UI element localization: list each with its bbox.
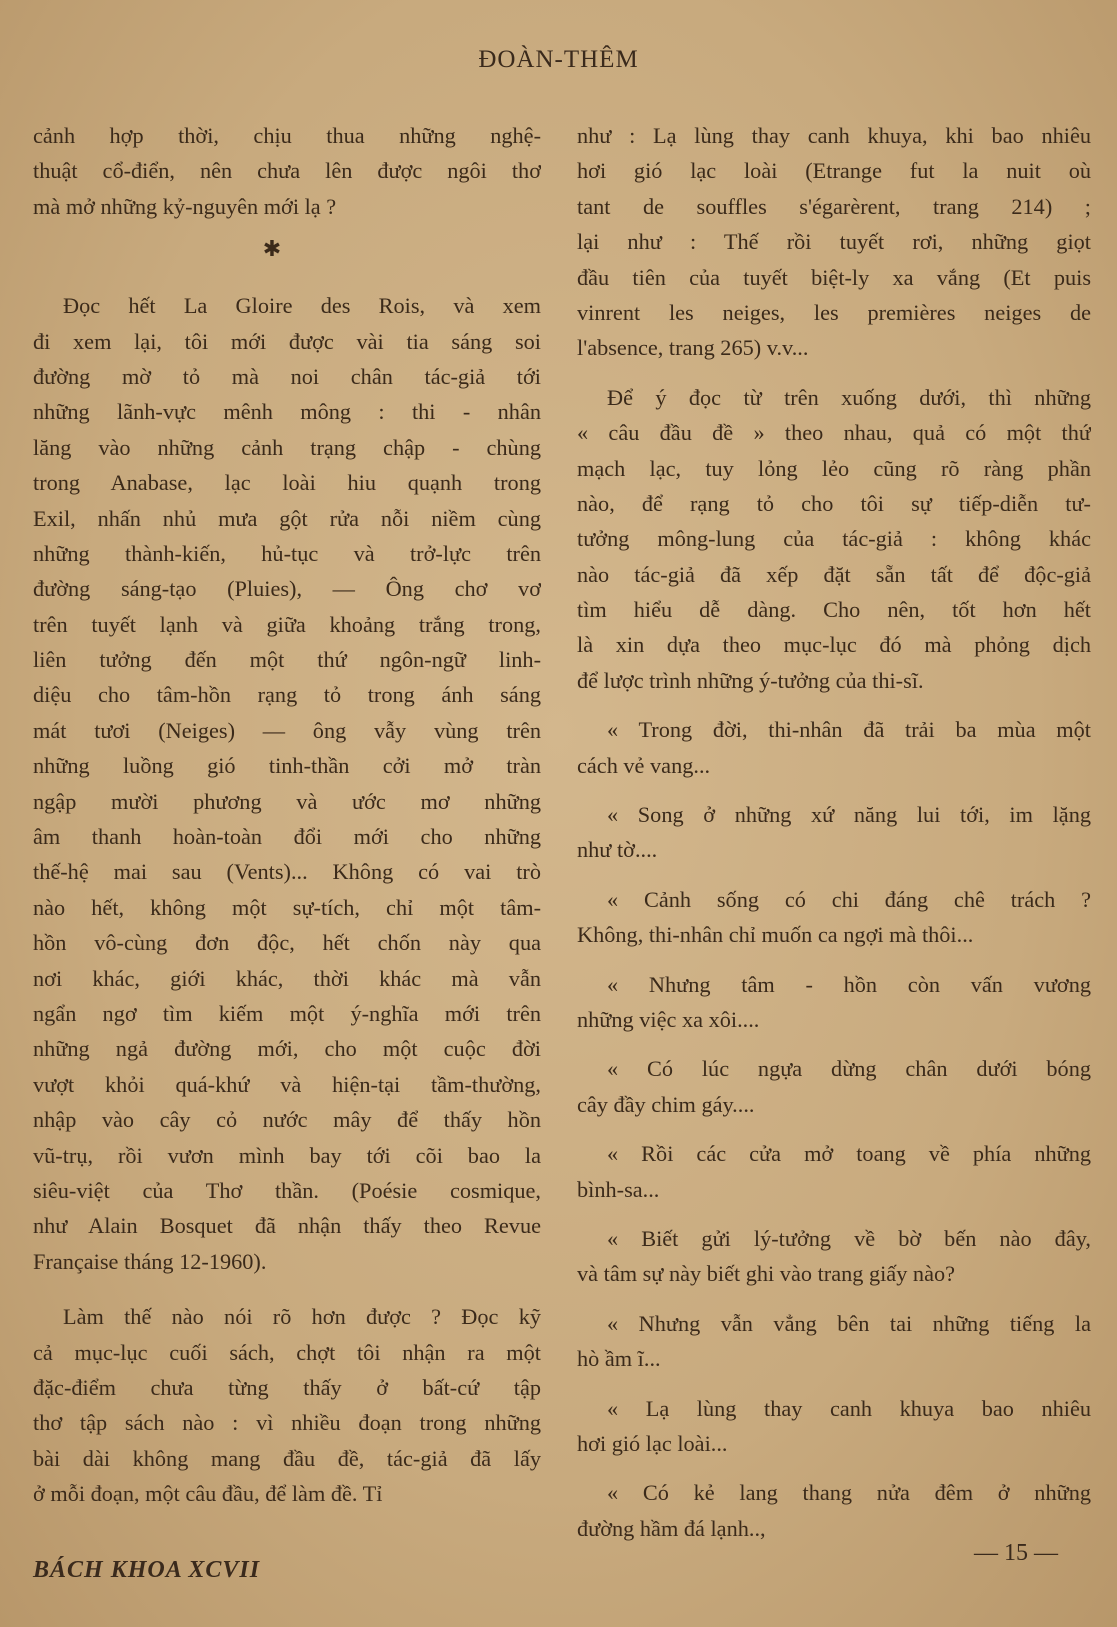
text-line: đường sáng-tạo (Pluies), — Ông chơ vơ <box>33 576 541 602</box>
text-line: Exil, nhấn nhủ mưa gột rửa nỗi niềm cùng <box>33 505 541 531</box>
right-column <box>577 118 1091 1546</box>
text-line: như : Lạ lùng thay canh khuya, khi bao nhiêu <box>577 123 1091 148</box>
text-line: Để ý đọc từ trên xuống dưới, thì những <box>607 384 1091 410</box>
text-line: để lược trình những ý-tưởng của thi-sĩ. <box>577 667 924 693</box>
text-line: lại như : Thế rồi tuyết rơi, những giọt <box>577 229 1091 255</box>
text-line: « Rồi các cửa mở toang về phía những <box>607 1141 1091 1167</box>
text-line: ngẩn ngơ tìm kiếm một ý-nghĩa mới trên <box>33 1000 541 1026</box>
quote-paragraph <box>577 1391 1091 1462</box>
text-line: những luồng gió tinh-thần cởi mở tràn <box>33 753 541 779</box>
text-line: Làm thế nào nói rõ hơn được ? Đọc kỹ <box>63 1304 541 1330</box>
text-line: hơi gió lạc loài... <box>577 1430 728 1456</box>
text-line: siêu-việt của Thơ thần. (Poésie cosmique, <box>33 1177 541 1203</box>
text-line: l'absence, trang 265) v.v... <box>577 335 809 361</box>
text-line: bài dài không mang đầu đề, tác-giả đã lấy <box>33 1445 541 1471</box>
text-line: « Biết gửi lý-tưởng về bờ bến nào đây, <box>607 1225 1091 1251</box>
text-line: đường hầm đá lạnh.., <box>577 1515 766 1541</box>
text-line: những lãnh-vực mênh mông : thi - nhân <box>33 399 541 425</box>
text-line: hơi gió lạc loài (Etrange fut la nuit où <box>577 158 1091 184</box>
paragraph <box>33 288 541 1279</box>
text-line: « câu đầu đề » theo nhau, quả có một thứ <box>577 420 1091 446</box>
text-line: đi xem lại, tôi mới được vài tia sáng soi <box>33 328 541 354</box>
page-number: — 15 — <box>974 1540 1058 1566</box>
left-column <box>33 118 541 1511</box>
text-line: như tờ.... <box>577 837 658 863</box>
text-line: « Trong đời, thi-nhân đã trải ba mùa một <box>607 717 1091 743</box>
text-line: mát tươi (Neiges) — ông vẫy vùng trên <box>33 717 541 743</box>
text-line: cây đầy chim gáy.... <box>577 1091 755 1117</box>
text-line: thuật cổ-điển, nên chưa lên được ngôi thơ <box>33 158 541 184</box>
quote-paragraph <box>577 1475 1091 1546</box>
text-line: tưởng mông-lung của tác-giả : không khác <box>577 526 1091 552</box>
paragraph <box>33 118 541 224</box>
text-line: ở mỗi đoạn, một câu đầu, để làm đề. Tỉ <box>33 1481 383 1507</box>
text-line: « Có kẻ lang thang nửa đêm ở những <box>607 1480 1091 1506</box>
text-line: mà mở những kỷ-nguyên mới lạ ? <box>33 193 337 219</box>
text-line: trên tuyết lạnh và giữa khoảng trắng trong, <box>33 611 541 637</box>
text-line: như Alain Bosquet đã nhận thấy theo Revue <box>33 1213 541 1239</box>
text-line: « Có lúc ngựa dừng chân dưới bóng <box>607 1056 1091 1082</box>
text-line: nhập vào cây cỏ nước mây để thấy hồn <box>33 1107 541 1133</box>
text-line: bình-sa... <box>577 1176 660 1202</box>
text-line: đặc-điểm chưa từng thấy ở bất-cứ tập <box>33 1374 541 1400</box>
text-line: Không, thi-nhân chỉ muốn ca ngợi mà thôi... <box>577 922 974 948</box>
text-line: diệu cho tâm-hồn rạng tỏ trong ánh sáng <box>33 682 541 708</box>
quote-paragraph <box>577 967 1091 1038</box>
quote-paragraph <box>577 712 1091 783</box>
text-line: trong Anabase, lạc loài hiu quạnh trong <box>33 470 541 496</box>
text-line: những việc xa xôi.... <box>577 1006 760 1032</box>
magazine-footer: BÁCH KHOA XCVII <box>33 1557 261 1583</box>
text-line: âm thanh hoàn-toàn đổi mới cho những <box>33 824 541 850</box>
text-line: « Nhưng tâm - hồn còn vấn vương <box>607 971 1091 997</box>
text-line: cả mục-lục cuối sách, chợt tôi nhận ra một <box>33 1339 541 1365</box>
text-line: Đọc hết La Gloire des Rois, và xem <box>63 293 541 319</box>
paragraph <box>577 380 1091 699</box>
text-line: nơi khác, giới khác, thời khác mà vẫn <box>33 965 541 991</box>
quote-paragraph <box>577 797 1091 868</box>
text-line: thế-hệ mai sau (Vents)... Không có vai trò <box>33 859 541 885</box>
section-separator: ✱ <box>262 236 282 262</box>
text-line: tìm hiểu dễ dàng. Cho nên, tốt hơn hết <box>577 597 1091 623</box>
text-line: « Lạ lùng thay canh khuya bao nhiêu <box>607 1395 1091 1421</box>
text-line: vũ-trụ, rồi vươn mình bay tới cõi bao la <box>33 1142 541 1168</box>
text-line: những thành-kiến, hủ-tục và trở-lực trên <box>33 540 541 566</box>
text-line: « Song ở những xứ năng lui tới, im lặng <box>607 802 1091 828</box>
text-line: hò ầm ĩ... <box>577 1346 661 1372</box>
running-header: ĐOÀN-THÊM <box>478 46 639 73</box>
text-line: thơ tập sách nào : vì nhiều đoạn trong những <box>33 1410 541 1436</box>
text-line: lăng vào những cảnh trạng chập - chùng <box>33 434 541 460</box>
text-line: nào tác-giả đã xếp đặt sẵn tất để độc-giả <box>577 561 1091 587</box>
quote-paragraph <box>577 1306 1091 1377</box>
quote-paragraph <box>577 1051 1091 1122</box>
paragraph <box>577 118 1091 366</box>
text-line: đường mờ tỏ mà noi chân tác-giả tới <box>33 363 541 389</box>
text-line: cách vẻ vang... <box>577 752 711 778</box>
text-line: mạch lạc, tuy lỏng lẻo cũng rõ ràng phần <box>577 455 1091 481</box>
paragraph <box>33 1299 541 1511</box>
text-line: cảnh hợp thời, chịu thua những nghệ- <box>33 123 541 148</box>
text-line: đầu tiên của tuyết biệt-ly xa vắng (Et puis <box>577 264 1091 290</box>
text-line: « Nhưng vẫn vẳng bên tai những tiếng la <box>607 1310 1091 1336</box>
text-line: nào, để rạng tỏ cho tôi sự tiếp-diễn tư- <box>577 490 1091 516</box>
text-line: là xin dựa theo mục-lục đó mà phỏng dịch <box>577 632 1091 658</box>
quote-paragraph <box>577 1221 1091 1292</box>
text-line: Française tháng 12-1960). <box>33 1248 267 1274</box>
quote-paragraph <box>577 1136 1091 1207</box>
quote-paragraph <box>577 882 1091 953</box>
text-line: nào hết, không một sự-tích, chỉ một tâm- <box>33 894 541 920</box>
text-line: tant de souffles s'égarèrent, trang 214) ; <box>577 193 1091 219</box>
text-line: « Cảnh sống có chi đáng chê trách ? <box>607 886 1091 912</box>
text-line: vượt khỏi quá-khứ và hiện-tại tầm-thường, <box>33 1071 541 1097</box>
text-line: những ngả đường mới, cho một cuộc đời <box>33 1036 541 1062</box>
text-line: liên tưởng đến một thứ ngôn-ngữ linh- <box>33 647 541 673</box>
text-line: ngập mười phương và ước mơ những <box>33 788 541 814</box>
text-line: vinrent les neiges, les premières neiges de <box>577 299 1091 325</box>
text-line: và tâm sự này biết ghi vào trang giấy nào? <box>577 1261 956 1287</box>
text-line: hồn vô-cùng đơn độc, hết chốn này qua <box>33 930 541 956</box>
